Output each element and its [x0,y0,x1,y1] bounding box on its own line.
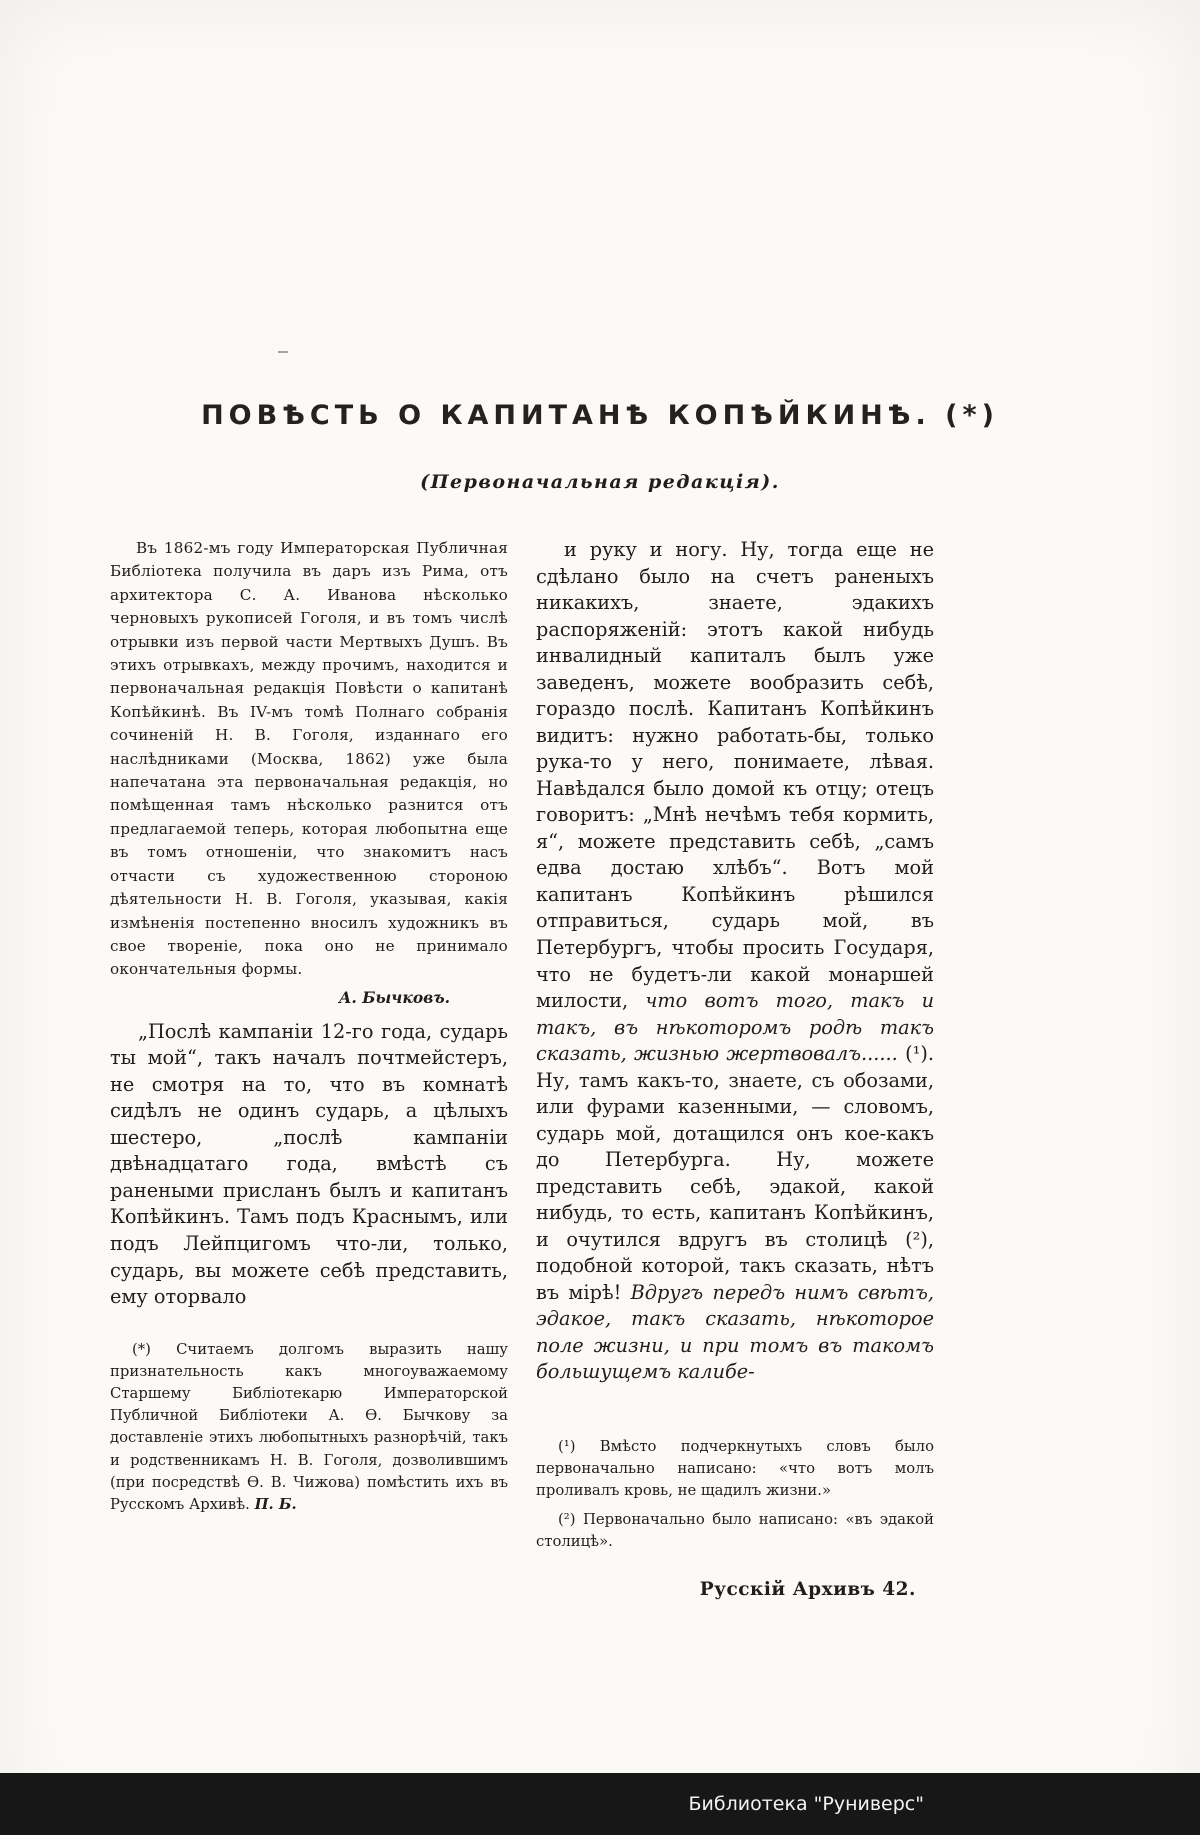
journal-imprint: Русскій Архивъ 42. [699,1578,916,1600]
left-footnote-paragraph [110,1339,508,1517]
scan-artifact-dash [278,351,288,353]
watermark-bar [0,1773,1200,1835]
watermark-text: Библиотека "Руниверс" [688,1793,924,1815]
page-title: ПОВѢСТЬ О КАПИТАНѢ КОПѢЙКИНѢ. (*) [201,400,999,431]
right-text-segment-italic-2: Вдругъ передъ нимъ свѣтъ, эдакое, такъ сказать, нѣкоторое поле жизни, и при томъ въ такомъ большущемъ калибе- [536,1280,934,1384]
text-columns [110,537,934,1600]
right-main-text [536,537,934,1386]
right-text-segment-italic-1: что вотъ того, такъ и такъ, въ нѣкоторомъ родѣ такъ сказать, жизнью жертвовалъ...... [536,989,935,1066]
editor-intro-paragraph: Въ 1862-мъ году Императорская Публичная Библіотека получила въ даръ изъ Рима, отъ архитектора С. А. Иванова нѣсколько черновыхъ рукописей Гоголя, и въ томъ числѣ отрывки изъ первой части Мертвыхъ Душъ. Въ этихъ отрывкахъ, между прочимъ, находится и первоначальная редакція Повѣсти о капитанѣ Копѣйкинѣ. Въ IV-мъ томѣ Полнаго собранія сочиненій Н. В. Гоголя, изданнаго его наслѣдниками (Москва, 1862) уже была напечатана эта первоначальная редакція, но помѣщенная тамъ нѣсколько разнится отъ предлагаемой теперь, которая любопытна еще въ томъ отношеніи, что знакомитъ насъ отчасти съ художественною стороною дѣятельности Н. В. Гоголя, указывая, какія измѣненія постепенно вносилъ художникъ въ свое твореніе, пока оно не принимало окончательныя формы. [110,539,508,979]
right-footnotes [536,1436,934,1553]
left-main-text: „Послѣ кампаніи 12-го года, сударь ты мой“, такъ началъ почтмейстеръ, не смотря на то, что въ комнатѣ сидѣлъ не одинъ сударь, а цѣлыхъ шестеро, „послѣ кампаніи двѣнадцатаго года, вмѣстѣ съ ранеными присланъ былъ и капитанъ Копѣйкинъ. Тамъ подъ Краснымъ, или подъ Лейпцигомъ что-ли, только, сударь, вы можете себѣ представить, ему оторвало [110,1019,508,1309]
page-subtitle: (Первоначальная редакція). [420,471,780,493]
intro-signature: А. Бычковъ. [338,987,450,1007]
right-text-segment-1: и руку и ногу. Ну, тогда еще не сдѣлано было на счетъ раненыхъ никакихъ, знаете, эдакихъ распоряженій: этотъ какой нибудь инвалидный капиталъ былъ уже заведенъ, можете вообразить себѣ, гораздо послѣ. Капитанъ Копѣйкинъ видитъ: нужно работать-бы, только рука-то у него, понимаете, лѣвая. Навѣдался было домой къ отцу; отецъ говоритъ: „Мнѣ нечѣмъ тебя кормить, я“, можете представить себѣ, „самъ едва достаю хлѣбъ“. Вотъ мой капитанъ Копѣйкинъ рѣшился отправиться, сударь мой, въ Петербургъ, чтобы просить Государя, что не будетъ-ли какой монаршей милости, [536,538,934,1013]
footnote-2: (²) Первоначально было написано: «въ эдакой столицѣ». [536,1510,934,1550]
left-column [110,537,508,1600]
right-column [536,537,934,1600]
left-footnote-text: (*) Считаемъ долгомъ выразить нашу признательность какъ многоуважаемому Старшему Библіотекарю Императорской Публичной Библіотеки А. Ѳ. Бычкову за доставленіе этихъ любопытныхъ разнорѣчій, такъ и родственникамъ Н. В. Гоголя, дозволившимъ (при посредствѣ Ѳ. В. Чижова) помѣстить ихъ въ Русскомъ Архивѣ. [110,1340,508,1513]
right-text-segment-2: (¹). Ну, тамъ какъ-то, знаете, съ обозами, или фурами казенными, — словомъ, сударь мой, дотащился онъ кое-какъ до Петербурга. Ну, можете представить себѣ, эдакой, какой нибудь, то есть, капитанъ Копѣйкинъ, и очутился вдругъ въ столицѣ (²), подобной которой, такъ сказать, нѣтъ въ мірѣ! [536,1042,934,1304]
left-footnote [110,1339,508,1517]
left-footnote-signature: П. Б. [254,1495,297,1513]
footnote-1: (¹) Вмѣсто подчеркнутыхъ словъ было первоначально написано: «что вотъ молъ проливалъ кровь, не щадилъ жизни.» [536,1438,934,1500]
